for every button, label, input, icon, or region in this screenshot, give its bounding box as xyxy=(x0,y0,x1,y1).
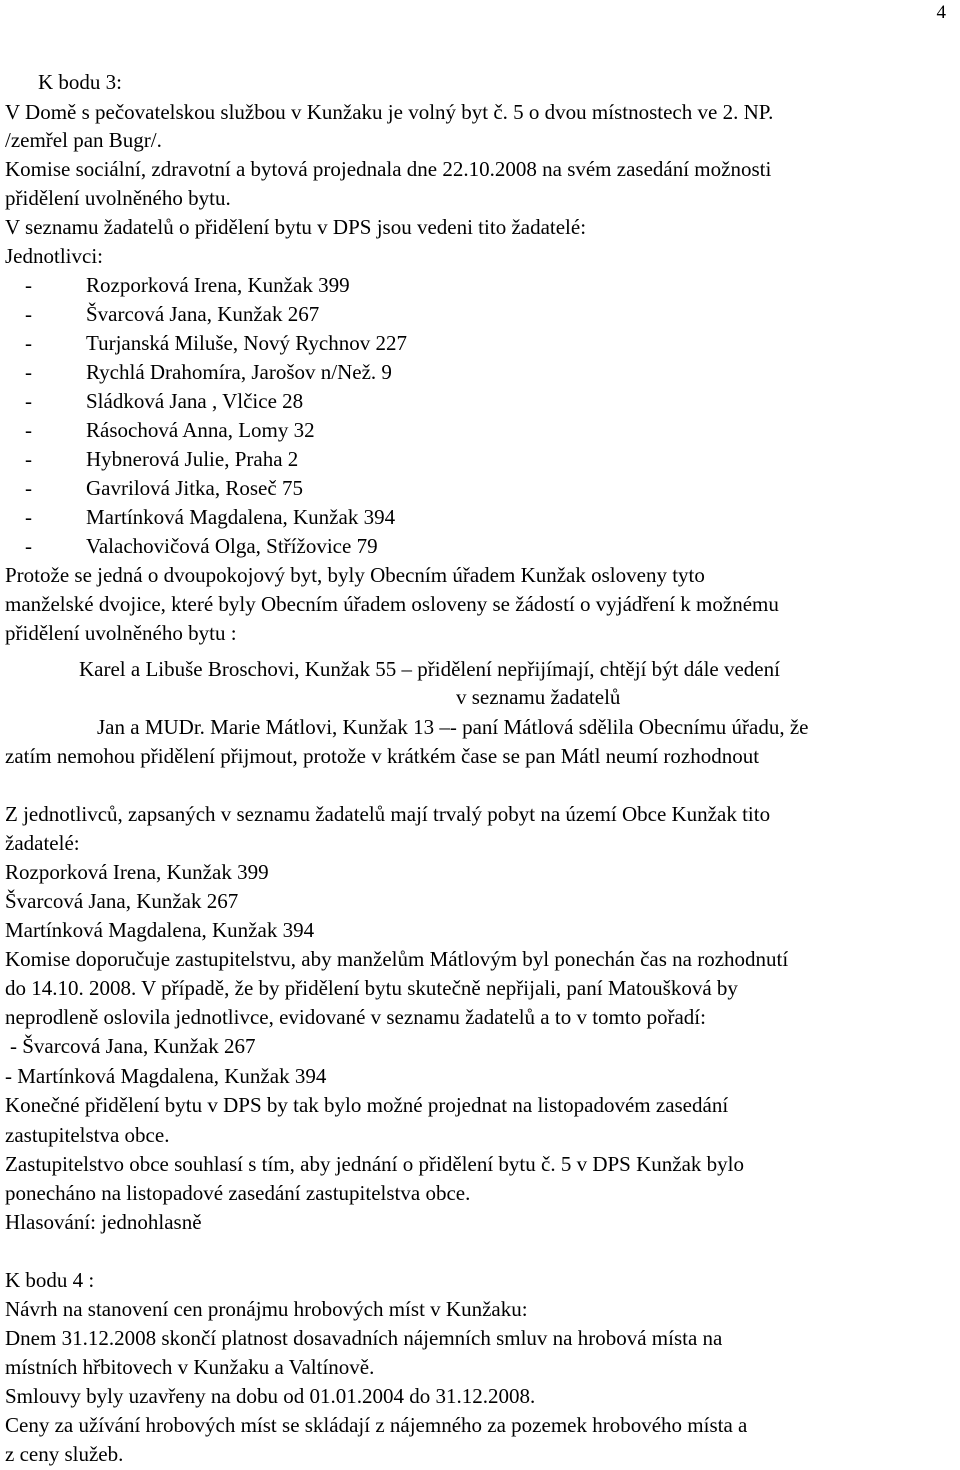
paragraph-line: neprodleně oslovila jednotlivce, evidované v seznamu žadatelů a to v tomto pořadí: xyxy=(5,1005,706,1029)
order-item: - Martínková Magdalena, Kunžak 394 xyxy=(5,1064,327,1088)
paragraph-line: přidělení uvolněného bytu. xyxy=(5,186,231,210)
list-item: - Rásochová Anna, Lomy 32 xyxy=(25,418,315,442)
paragraph-line: Z jednotlivců, zapsaných v seznamu žadatelů mají trvalý pobyt na území Obce Kunžak tito xyxy=(5,802,771,826)
paragraph-line: žadatelé: xyxy=(5,831,80,855)
paragraph-line: Zastupitelstvo obce souhlasí s tím, aby jednání o přidělení bytu č. 5 v DPS Kunžak bylo xyxy=(5,1152,744,1176)
paragraph-line: Dnem 31.12.2008 skončí platnost dosavadních nájemních smluv na hrobová místa na xyxy=(5,1326,723,1350)
couple-entry: Karel a Libuše Broschovi, Kunžak 55 – přidělení nepřijímají, chtějí být dále vedení xyxy=(79,657,780,681)
paragraph-line: do 14.10. 2008. V případě, že by přidělení bytu skutečně nepřijali, paní Matoušková by xyxy=(5,976,738,1000)
list-item: - Martínková Magdalena, Kunžak 394 xyxy=(25,505,396,529)
individuals-label: Jednotlivci: xyxy=(5,244,103,268)
paragraph-line: V Domě s pečovatelskou službou v Kunžaku je volný byt č. 5 o dvou místnostech ve 2. NP. xyxy=(5,100,774,124)
vote-result: Hlasování: jednohlasně xyxy=(5,1210,202,1234)
list-item: - Turjanská Miluše, Nový Rychnov 227 xyxy=(25,331,407,355)
paragraph-line: /zemřel pan Bugr/. xyxy=(5,128,162,152)
paragraph-line: zastupitelstva obce. xyxy=(5,1123,170,1147)
paragraph-line: přidělení uvolněného bytu : xyxy=(5,621,237,645)
list-item: - Rozporková Irena, Kunžak 399 xyxy=(25,273,350,297)
local-applicant: Švarcová Jana, Kunžak 267 xyxy=(5,889,239,913)
paragraph-line: Ceny za užívání hrobových míst se skládají z nájemného za pozemek hrobového místa a xyxy=(5,1413,748,1437)
paragraph-line: Protože se jedná o dvoupokojový byt, byly Obecním úřadem Kunžak osloveny tyto xyxy=(5,563,705,587)
local-applicant: Rozporková Irena, Kunžak 399 xyxy=(5,860,269,884)
list-item: - Gavrilová Jitka, Roseč 75 xyxy=(25,476,303,500)
section-4-heading: K bodu 4 : xyxy=(5,1268,95,1292)
paragraph-line: ponecháno na listopadové zasedání zastupitelstva obce. xyxy=(5,1181,471,1205)
paragraph-line: V seznamu žadatelů o přidělení bytu v DPS jsou vedeni tito žadatelé: xyxy=(5,215,587,239)
paragraph-line: Návrh na stanovení cen pronájmu hrobových míst v Kunžaku: xyxy=(5,1297,528,1321)
order-item: - Švarcová Jana, Kunžak 267 xyxy=(10,1034,256,1058)
paragraph-line: zatím nemohou přidělení přijmout, protože v krátkém čase se pan Mátl neumí rozhodnout xyxy=(5,744,760,768)
couple-entry: Jan a MUDr. Marie Mátlovi, Kunžak 13 –- paní Mátlová sdělila Obecnímu úřadu, že xyxy=(97,715,809,739)
couple-entry: v seznamu žadatelů xyxy=(456,685,621,709)
local-applicant: Martínková Magdalena, Kunžak 394 xyxy=(5,918,315,942)
list-item: - Hybnerová Julie, Praha 2 xyxy=(25,447,299,471)
paragraph-line: z ceny služeb. xyxy=(5,1442,124,1466)
list-item: - Sládková Jana , Vlčice 28 xyxy=(25,389,304,413)
paragraph-line: Komise doporučuje zastupitelstvu, aby manželům Mátlovým byl ponechán čas na rozhodnutí xyxy=(5,947,789,971)
paragraph-line: Konečné přidělení bytu v DPS by tak bylo možné projednat na listopadovém zasedání xyxy=(5,1093,729,1117)
list-item: - Valachovičová Olga, Střížovice 79 xyxy=(25,534,378,558)
page-number: 4 xyxy=(936,2,946,23)
list-item: - Švarcová Jana, Kunžak 267 xyxy=(25,302,320,326)
section-3-heading: K bodu 3: xyxy=(38,70,122,94)
paragraph-line: místních hřbitovech v Kunžaku a Valtínově. xyxy=(5,1355,375,1379)
list-item: - Rychlá Drahomíra, Jarošov n/Než. 9 xyxy=(25,360,392,384)
paragraph-line: Komise sociální, zdravotní a bytová projednala dne 22.10.2008 na svém zasedání možnosti xyxy=(5,157,772,181)
paragraph-line: Smlouvy byly uzavřeny na dobu od 01.01.2004 do 31.12.2008. xyxy=(5,1384,536,1408)
paragraph-line: manželské dvojice, které byly Obecním úřadem osloveny se žádostí o vyjádření k možnému xyxy=(5,592,779,616)
